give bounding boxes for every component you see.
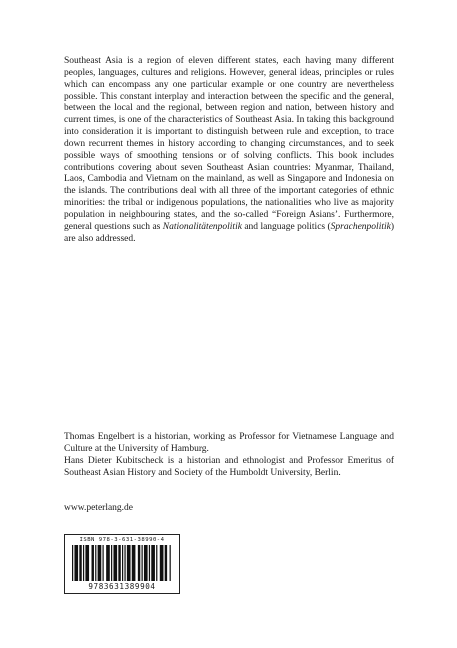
publisher-website: www.peterlang.de: [64, 503, 134, 513]
barcode-bar: [83, 545, 84, 581]
barcode-bar: [165, 545, 167, 581]
barcode-bar: [95, 545, 96, 581]
description-part-2: and language politics (: [241, 221, 331, 232]
description-part-1: Southeast Asia is a region of eleven different states, each having many different peoples, languages, cultures and religions. However, general ideas, principles or rules which can encompass any one particular example or one country are nevertheless possible. This constant interplay and interaction between the specific and the general, between the local and the regional, between region and nation, between history and current times, is one of the characteristics of Southeast Asia. In taking this background into consideration it is important to distinguish between rule and exception, to trace down recurrent themes in history according to changing circumstances, and to seek possible ways of smoothing tensions or of solving conflicts. This book includes contributions covering about seven Southeast Asian countries: Myanmar, Thailand, Laos, Cambodia and Vietnam on the mainland, as well as Singapore and Indonesia on the islands. The contributions deal with all three of the important categories of ethnic minorities: the tribal or indigenous populations, the nationalities who live as majority population in neighbouring states, and the so-called “Foreign Asians’. Furthermore, general questions such as: [64, 56, 394, 232]
barcode-bar: [92, 545, 94, 581]
barcode-bar: [102, 545, 103, 581]
author-bios: [64, 432, 394, 479]
barcode-bar: [156, 545, 157, 581]
barcode-bar: [85, 545, 89, 581]
isbn-label: ISBN 978-3-631-38990-4: [79, 537, 165, 543]
barcode-bar: [127, 545, 131, 581]
barcode-bar: [124, 545, 125, 581]
barcode-bar: [113, 545, 117, 581]
term-nationalitaetenpolitik: Nationalitätenpolitik: [162, 221, 242, 232]
barcode-digits: 9783631389904: [88, 582, 156, 591]
barcode-bar: [160, 545, 164, 581]
barcode-bar: [106, 545, 110, 581]
barcode-bar: [144, 545, 148, 581]
barcode-bar: [142, 545, 143, 581]
barcode-bar: [111, 545, 112, 581]
term-sprachenpolitik: Sprachenpolitik: [330, 221, 391, 232]
barcode-bar: [138, 545, 140, 581]
author-bio-kubitscheck: Hans Dieter Kubitscheck is a historian and ethnologist and Professor Emeritus of Southeast Asian History and Society of the Humboldt University, Berlin.: [64, 455, 394, 478]
barcode-bar: [122, 545, 123, 581]
barcode-bars: [72, 545, 172, 581]
book-description: [64, 56, 394, 246]
author-bio-engelbert: Thomas Engelbert is a historian, working as Professor for Vietnamese Language and Culture at the University of Hamburg.: [64, 432, 394, 454]
description-part-3: ) are also addressed.: [64, 221, 394, 244]
barcode-bar: [118, 545, 120, 581]
barcode-bar: [151, 545, 155, 581]
barcode-bar: [149, 545, 150, 581]
barcode-bar: [74, 545, 78, 581]
isbn-barcode: [64, 534, 180, 594]
barcode-bar: [170, 545, 171, 581]
barcode-bar: [79, 545, 81, 581]
back-cover-blurb-block: [64, 56, 394, 246]
barcode-bar: [132, 545, 136, 581]
barcode-bar: [72, 545, 73, 581]
barcode-bar: [98, 545, 102, 581]
